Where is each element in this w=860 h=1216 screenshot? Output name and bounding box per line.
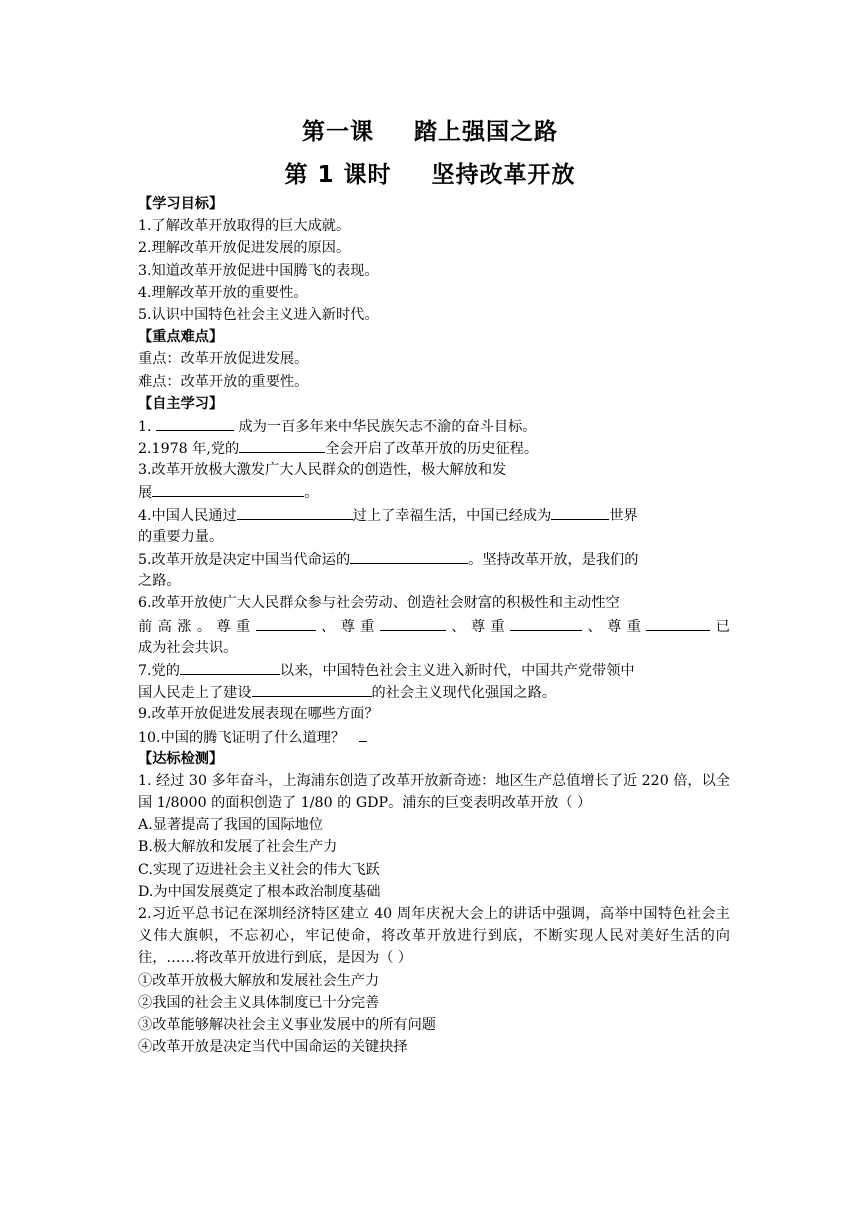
session-number: 第 1 课时 bbox=[284, 162, 392, 188]
answer-blank[interactable] bbox=[646, 615, 710, 631]
key-heading: 【重点难点】 bbox=[138, 329, 224, 346]
lesson-number: 第一课 bbox=[302, 119, 374, 145]
self-question-3: 3.改革开放极大激发广大人民群众的创造性，极大解放和发 bbox=[138, 462, 507, 479]
self-question-3-cont: 展 。 bbox=[138, 481, 730, 503]
self-question-6-cont: 前高涨。尊重 、尊重 、尊重 、尊重 已 bbox=[138, 615, 730, 637]
answer-blank[interactable] bbox=[252, 681, 372, 697]
test-q2-option-2: ②我国的社会主义具体制度已十分完善 bbox=[138, 994, 380, 1011]
test-q1-option-b: B.极大解放和发展了社会生产力 bbox=[138, 839, 338, 856]
test-question-1: 1. 经过 30 多年奋斗，上海浦东创造了改革开放新奇迹：地区生产总值增长了近 220 倍，以全国 1/8000 的面积创造了 1/80 的 GDP。浦东的巨变表明改革开放（ ） bbox=[138, 772, 730, 812]
worksheet-body bbox=[138, 193, 730, 1058]
answer-blank[interactable] bbox=[380, 615, 446, 631]
self-question-5-cont: 之路。 bbox=[138, 573, 181, 590]
answer-blank[interactable] bbox=[180, 659, 280, 675]
test-q1-option-d: D.为中国发展奠定了根本政治制度基础 bbox=[138, 883, 381, 900]
self-question-7-cont: 国人民走上了建设 的社会主义现代化强国之路。 bbox=[138, 681, 730, 703]
test-q2-option-1: ①改革开放极大解放和发展社会生产力 bbox=[138, 972, 380, 989]
self-question-6: 6.改革开放使广大人民群众参与社会劳动、创造社会财富的积极性和主动性空 bbox=[138, 595, 620, 612]
self-question-1: 1. 成为一百多年来中华民族矢志不渝的奋斗目标。 bbox=[138, 415, 730, 437]
goal-item: 1.了解改革开放取得的巨大成就。 bbox=[138, 218, 351, 235]
session-name: 坚持改革开放 bbox=[431, 162, 576, 188]
lesson-title bbox=[0, 113, 860, 146]
answer-blank[interactable] bbox=[551, 504, 609, 520]
self-question-4-cont: 的重要力量。 bbox=[138, 528, 224, 545]
goal-item: 3.知道改革开放促进中国腾飞的表现。 bbox=[138, 262, 379, 279]
goal-item: 4.理解改革开放的重要性。 bbox=[138, 284, 308, 301]
answer-blank[interactable] bbox=[350, 548, 468, 564]
session-title bbox=[0, 156, 860, 189]
test-q2-option-4: ④改革开放是决定当代中国命运的关键抉择 bbox=[138, 1039, 408, 1056]
answer-blank[interactable] bbox=[256, 615, 316, 631]
self-question-4: 4.中国人民通过 过上了幸福生活，中国已经成为 世界 bbox=[138, 504, 730, 526]
self-question-6-end: 成为社会共识。 bbox=[138, 639, 238, 656]
goal-item: 2.理解改革开放促进发展的原因。 bbox=[138, 240, 351, 257]
lesson-name: 踏上强国之路 bbox=[414, 119, 558, 145]
answer-blank[interactable] bbox=[237, 504, 353, 520]
test-q1-option-c: C.实现了迈进社会主义社会的伟大飞跃 bbox=[138, 861, 380, 878]
self-study-heading: 【自主学习】 bbox=[138, 395, 224, 412]
goal-item: 5.认识中国特色社会主义进入新时代。 bbox=[138, 306, 379, 323]
answer-blank[interactable] bbox=[156, 415, 234, 431]
self-question-7: 7.党的 以来，中国特色社会主义进入新时代，中国共产党带领中 bbox=[138, 659, 730, 681]
answer-blank[interactable] bbox=[359, 726, 367, 742]
test-heading: 【达标检测】 bbox=[138, 750, 224, 767]
self-question-10: 10.中国的腾飞证明了什么道理？ bbox=[138, 726, 730, 748]
test-q2-option-3: ③改革能够解决社会主义事业发展中的所有问题 bbox=[138, 1017, 436, 1034]
key-focus: 重点：改革开放促进发展。 bbox=[138, 351, 309, 368]
answer-blank[interactable] bbox=[510, 615, 582, 631]
test-question-2: 2.习近平总书记在深圳经济特区建立 40 周年庆祝大会上的讲话中强调，高举中国特色社会主义伟大旗帜，不忘初心，牢记使命，将改革开放进行到底，不断实现人民对美好生活的向往，……将改革开放进行到底，是因为（ ） bbox=[138, 906, 730, 967]
answer-blank[interactable] bbox=[152, 481, 304, 497]
goals-heading: 【学习目标】 bbox=[138, 196, 224, 212]
self-question-5: 5.改革开放是决定中国当代命运的 。坚持改革开放，是我们的 bbox=[138, 548, 730, 570]
key-difficulty: 难点：改革开放的重要性。 bbox=[138, 373, 309, 390]
self-question-9: 9.改革开放促进发展表现在哪些方面？ bbox=[138, 706, 379, 723]
answer-blank[interactable] bbox=[239, 437, 325, 453]
self-question-2: 2.1978 年,党的 全会开启了改革开放的历史征程。 bbox=[138, 437, 730, 459]
test-q1-option-a: A.显著提高了我国的国际地位 bbox=[138, 817, 324, 834]
